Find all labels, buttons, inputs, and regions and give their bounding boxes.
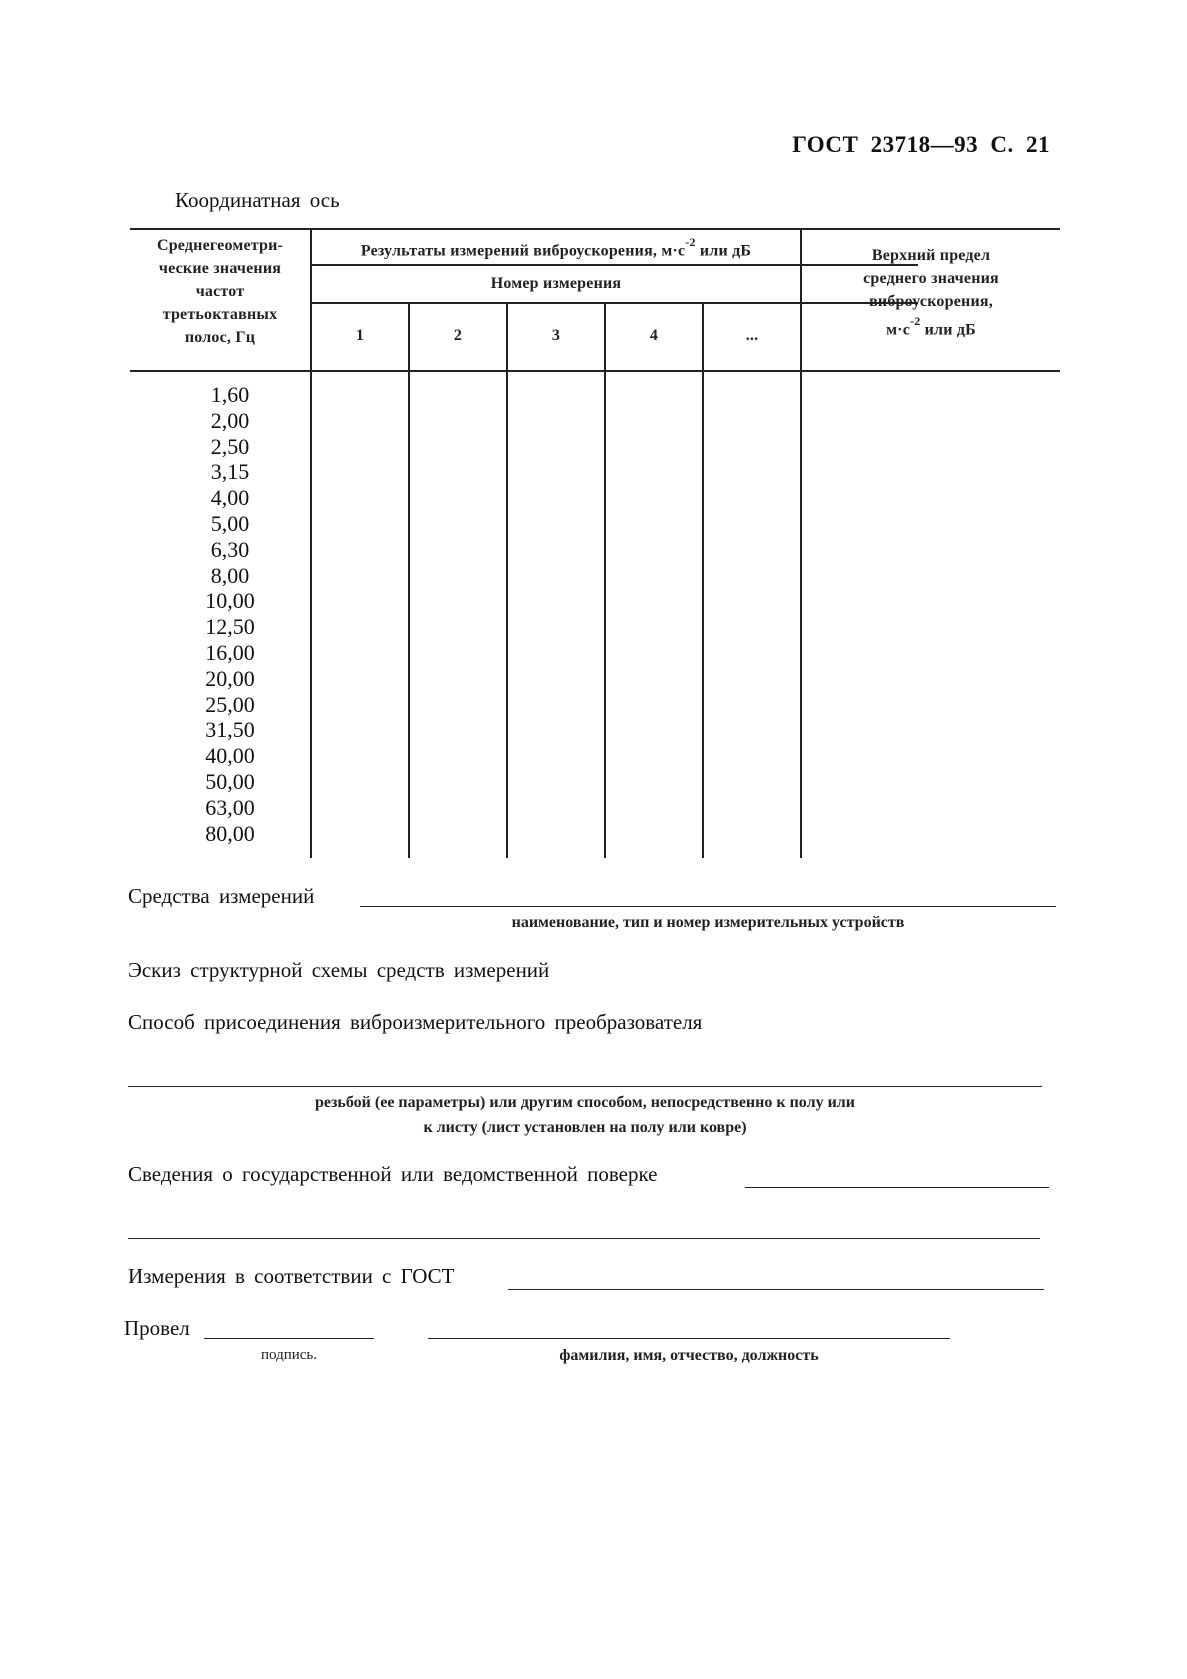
measure-number-1: 1 [355, 327, 365, 344]
standard-line[interactable] [508, 1289, 1044, 1290]
header-line: частот [195, 283, 245, 300]
frequency-value: 6,30 [210, 536, 250, 562]
upper-limit-unit-tail: или дБ [920, 321, 976, 339]
frequency-value: 16,00 [205, 639, 255, 665]
frequency-value: 12,50 [205, 614, 255, 640]
frequency-list [130, 382, 330, 846]
instruments-label: Средства измерений [128, 884, 315, 908]
mounting-note-line: к листу (лист установлен на полу или ковре) [423, 1119, 747, 1136]
header-line: среднего значения [863, 270, 999, 287]
header-line [802, 313, 1060, 341]
instruments-line[interactable] [360, 906, 1056, 907]
table-col-divider [702, 302, 704, 858]
frequency-value: 4,00 [210, 485, 250, 511]
upper-limit-exponent: -2 [910, 314, 921, 328]
mounting-note [128, 1090, 1042, 1140]
instruments-note: наименование, тип и номер измерительных устройств [511, 914, 905, 931]
frequency-value: 8,00 [210, 562, 250, 588]
table-top-rule [130, 228, 1060, 230]
frequency-value: 1,60 [210, 382, 250, 407]
frequency-value: 2,50 [210, 433, 250, 459]
frequency-value: 3,15 [210, 459, 250, 485]
frequency-value: 5,00 [210, 510, 250, 536]
header-line: ческие значения [158, 260, 282, 277]
upper-limit-unit: м·с [886, 321, 911, 339]
frequency-value: 40,00 [205, 743, 255, 769]
conducted-label: Провел [124, 1316, 190, 1340]
frequency-value: 20,00 [205, 665, 255, 691]
verification-line[interactable] [745, 1187, 1049, 1188]
table-col-divider [408, 302, 410, 858]
frequency-value: 2,00 [210, 407, 250, 433]
header-line: Среднегеометри- [156, 237, 284, 254]
measure-number-more: ... [745, 327, 759, 344]
verification-label: Сведения о государственной или ведомственной поверке [128, 1162, 658, 1186]
header-line: полос, Гц [184, 329, 256, 346]
results-header-exponent: -2 [685, 235, 696, 249]
mounting-line[interactable] [128, 1086, 1042, 1087]
verification-line-2[interactable] [128, 1238, 1040, 1239]
name-note: фамилия, имя, отчество, должность [559, 1347, 819, 1364]
header-bottom-rule [130, 370, 1060, 372]
upper-limit-column-header [802, 244, 1060, 341]
frequency-value: 80,00 [205, 820, 255, 846]
axis-label: Координатная ось [175, 188, 340, 212]
header-line: третьоктавных [162, 306, 278, 323]
results-column-header [312, 234, 800, 262]
table-col-divider [604, 302, 606, 858]
frequency-value: 31,50 [205, 717, 255, 743]
table-col-divider [506, 302, 508, 858]
measure-number-4: 4 [649, 327, 659, 344]
frequency-value: 50,00 [205, 768, 255, 794]
signature-line[interactable] [204, 1338, 374, 1339]
measure-number-3: 3 [551, 327, 561, 344]
measurement-table [130, 228, 1062, 858]
page-header: ГОСТ 23718—93 С. 21 [792, 132, 1050, 157]
name-line[interactable] [428, 1338, 950, 1339]
results-header-tail: или дБ [695, 242, 752, 260]
measure-number-2: 2 [453, 327, 463, 344]
header-line: Верхний предел [871, 247, 991, 264]
results-header-text: Результаты измерений виброускорения, м·с [360, 242, 686, 260]
mounting-label: Способ присоединения виброизмерительного преобразователя [128, 1010, 703, 1034]
frequency-value: 25,00 [205, 691, 255, 717]
measure-number-header: Номер измерения [490, 275, 622, 292]
mounting-note-line: резьбой (ее параметры) или другим способом, непосредственно к полу или [315, 1094, 855, 1111]
frequency-value: 63,00 [205, 794, 255, 820]
sketch-label: Эскиз структурной схемы средств измерений [128, 958, 550, 982]
signature-note: подпись. [260, 1347, 318, 1363]
header-line: виброускорения, [869, 293, 993, 310]
standard-label: Измерения в соответствии с ГОСТ [128, 1264, 455, 1288]
frequency-column-header [130, 234, 310, 349]
frequency-value: 10,00 [205, 588, 255, 614]
